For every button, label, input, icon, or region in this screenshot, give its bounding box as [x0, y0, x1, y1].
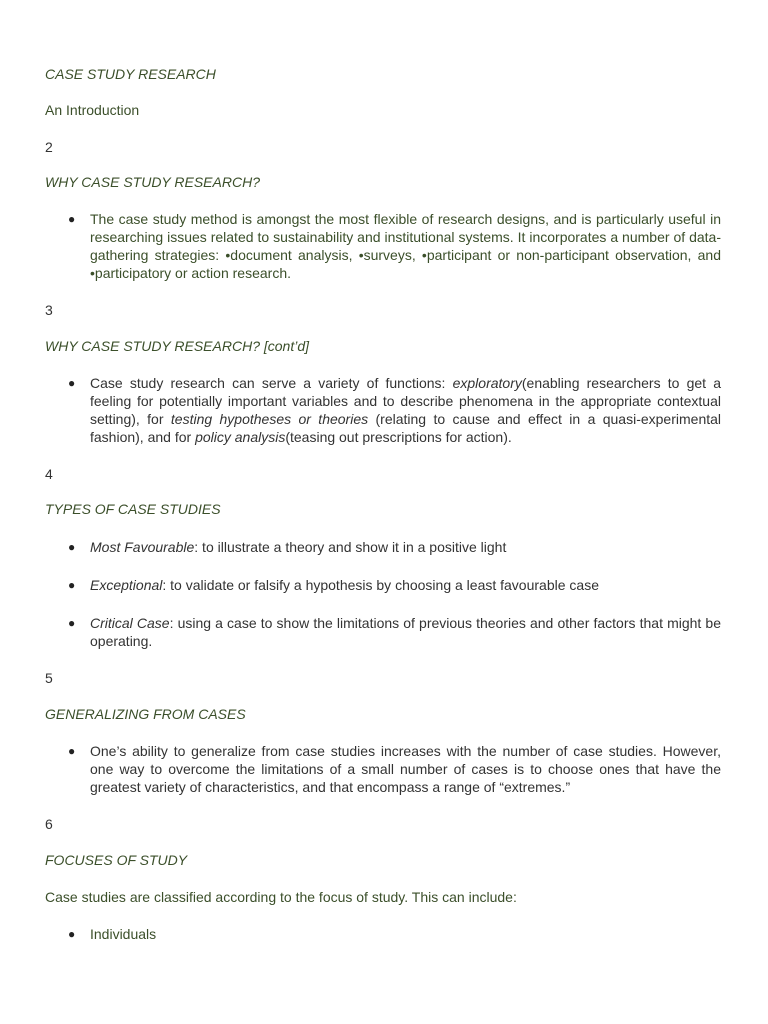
slide-number: 2 [45, 139, 53, 155]
list-item [68, 614, 721, 650]
bullet-icon: ● [68, 578, 76, 592]
list-item [68, 742, 721, 796]
list-item-text: Case study research can serve a variety of functions: exploratory(enabling researchers to get a feeling for potentially important variables and to describe phenomena in the appropriate contextual setting), for testing hypotheses or theories (relating to cause and effect in a quasi-experimental fashion), and for policy analysis(teasing out prescriptions for action). [90, 375, 722, 445]
list-item-text: Individuals [90, 926, 157, 942]
list-item-text: The case study method is amongst the most flexible of research designs, and is particularly useful in researching issues related to sustainability and institutional systems. It incorporates a number of data-gathering strategies: •document analysis, •surveys, •participant or non-participant observation, and •participatory or action research. [90, 211, 721, 281]
bullet-icon: ● [68, 376, 76, 390]
list-item-text: One’s ability to generalize from case studies increases with the number of case studies. However, one way to overcome the limitations of a small number of cases is to choose ones that have the greatest variety of characteristics, and that encompass a range of “extremes.” [90, 743, 721, 795]
slide-number: 3 [45, 302, 53, 318]
list-item-text: Exceptional: to validate or falsify a hypothesis by choosing a least favourable case [90, 577, 599, 593]
slide-number: 4 [45, 466, 53, 482]
section-heading: WHY CASE STUDY RESEARCH? [cont’d] [45, 338, 310, 354]
list-item [68, 374, 721, 446]
bullet-icon: ● [68, 744, 76, 758]
list-item [68, 576, 721, 594]
slide-number: 6 [45, 816, 53, 832]
slide-number: 5 [45, 670, 53, 686]
list-item [68, 538, 721, 556]
bullet-icon: ● [68, 540, 76, 554]
document-title: CASE STUDY RESEARCH [45, 66, 216, 82]
bullet-icon: ● [68, 616, 76, 630]
section-intro: Case studies are classified according to the focus of study. This can include: [45, 889, 517, 905]
section-heading: GENERALIZING FROM CASES [45, 706, 246, 722]
list-item [68, 925, 721, 943]
section-heading: WHY CASE STUDY RESEARCH? [45, 174, 260, 190]
bullet-icon: ● [68, 212, 76, 226]
section-heading: FOCUSES OF STUDY [45, 852, 188, 868]
bullet-icon: ● [68, 927, 76, 941]
list-item-text: Most Favourable: to illustrate a theory and show it in a positive light [90, 539, 507, 555]
list-item-text: Critical Case: using a case to show the limitations of previous theories and other factors that might be operating. [90, 615, 721, 649]
list-item [68, 210, 721, 282]
document-subtitle: An Introduction [45, 102, 140, 118]
section-heading: TYPES OF CASE STUDIES [45, 501, 221, 517]
